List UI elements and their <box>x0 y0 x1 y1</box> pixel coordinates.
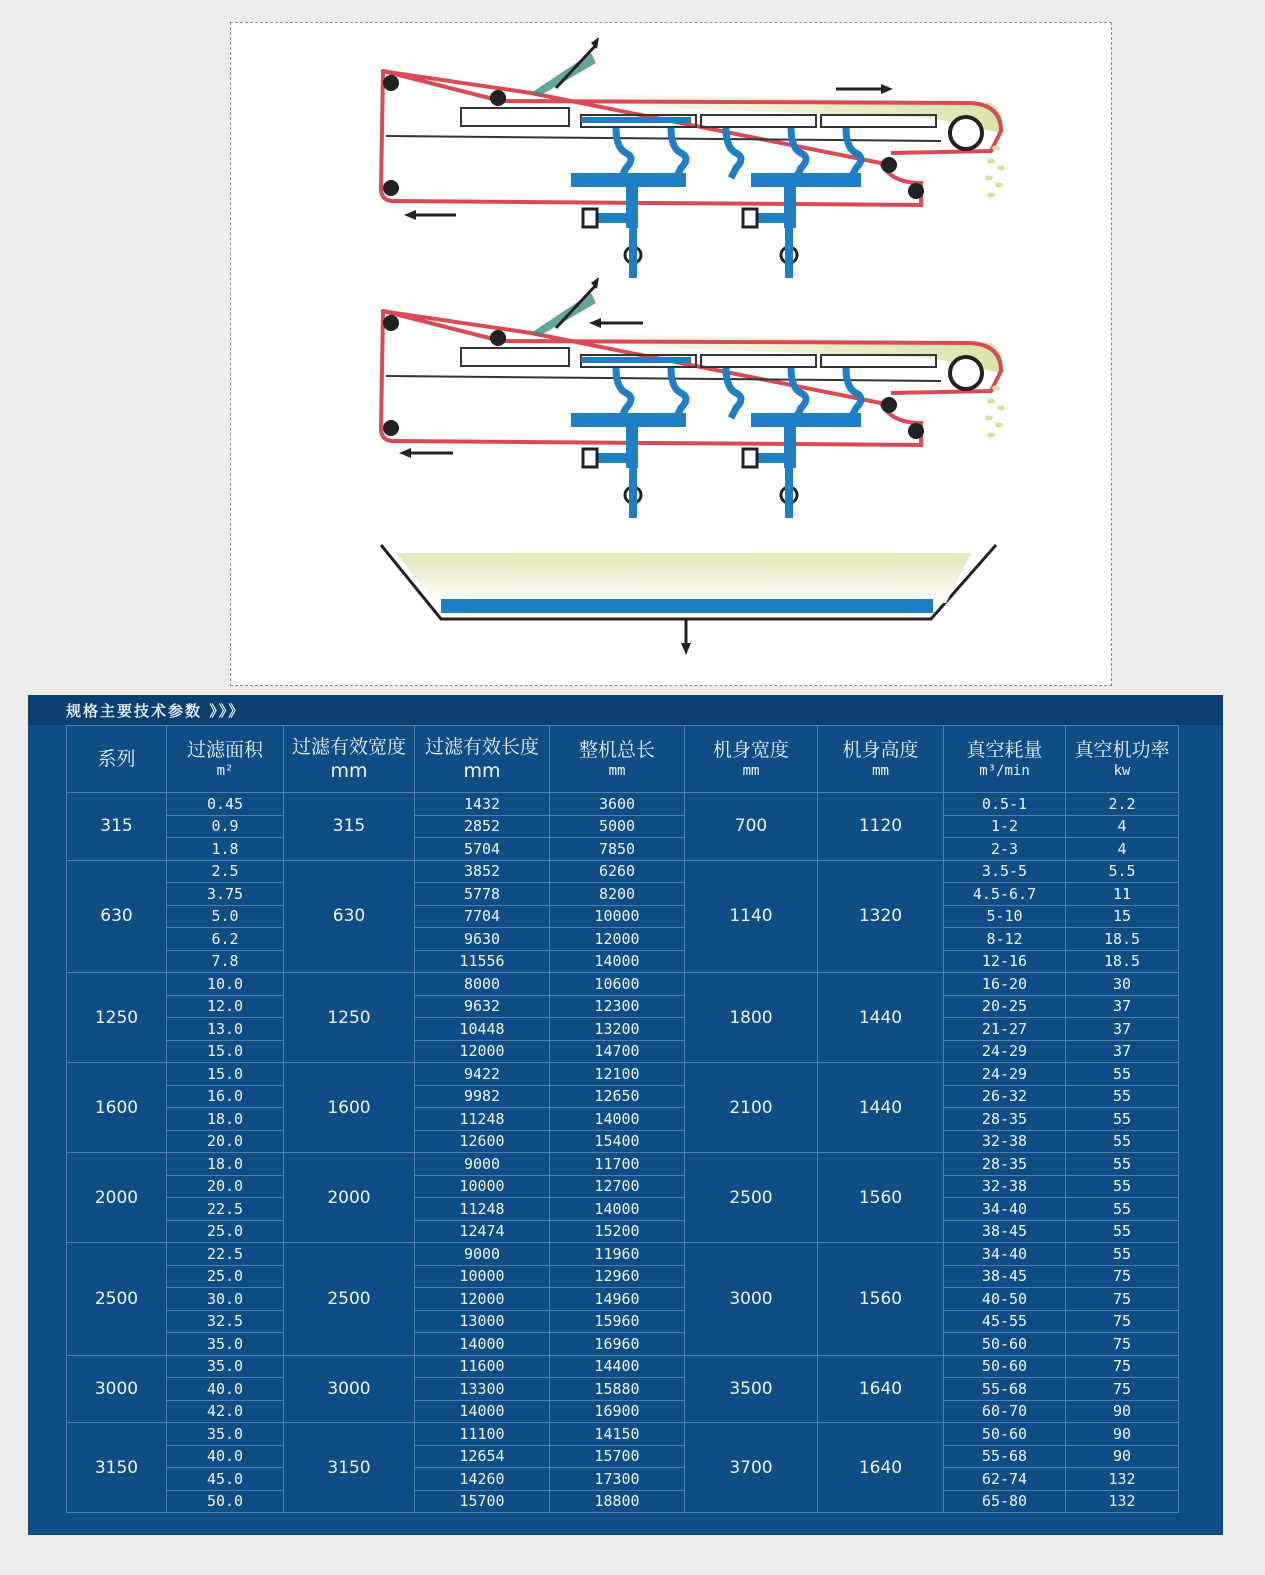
table-row <box>67 1198 1179 1221</box>
filter-area-cell: 5.0 <box>167 905 284 928</box>
body-width-cell: 3000 <box>685 1243 818 1356</box>
total-length-cell: 14400 <box>550 1355 685 1378</box>
total-length-cell: 13200 <box>550 1018 685 1041</box>
filter-width-cell: 2500 <box>284 1243 415 1356</box>
table-header-row <box>67 726 1179 793</box>
vacuum-power-cell: 55 <box>1066 1220 1179 1243</box>
filter-length-cell: 12000 <box>415 1040 550 1063</box>
total-length-cell: 11700 <box>550 1153 685 1176</box>
col-header-vacuum-power: 真空机功率 kw <box>1066 726 1179 793</box>
filter-area-cell: 15.0 <box>167 1040 284 1063</box>
vacuum-power-cell: 75 <box>1066 1288 1179 1311</box>
table-row <box>67 1355 1179 1378</box>
series-cell: 3000 <box>67 1355 167 1423</box>
total-length-cell: 10600 <box>550 973 685 996</box>
table-row <box>67 1063 1179 1086</box>
filter-area-cell: 1.8 <box>167 838 284 861</box>
total-length-cell: 14700 <box>550 1040 685 1063</box>
vacuum-consumption-cell: 26-32 <box>944 1085 1066 1108</box>
body-height-cell: 1320 <box>818 860 944 973</box>
body-width-cell: 2500 <box>685 1153 818 1243</box>
filter-length-cell: 11100 <box>415 1423 550 1446</box>
vacuum-power-cell: 30 <box>1066 973 1179 996</box>
filter-length-cell: 11556 <box>415 950 550 973</box>
vacuum-power-cell: 5.5 <box>1066 860 1179 883</box>
vacuum-power-cell: 2.2 <box>1066 793 1179 816</box>
vacuum-consumption-cell: 5-10 <box>944 905 1066 928</box>
filter-length-cell: 14000 <box>415 1333 550 1356</box>
table-row <box>67 1423 1179 1446</box>
vacuum-power-cell: 75 <box>1066 1310 1179 1333</box>
vacuum-consumption-cell: 1-2 <box>944 815 1066 838</box>
vacuum-consumption-cell: 62-74 <box>944 1468 1066 1491</box>
filter-area-cell: 35.0 <box>167 1333 284 1356</box>
filter-length-cell: 3852 <box>415 860 550 883</box>
filter-area-cell: 13.0 <box>167 1018 284 1041</box>
table-row <box>67 860 1179 883</box>
vacuum-power-cell: 55 <box>1066 1063 1179 1086</box>
vacuum-consumption-cell: 50-60 <box>944 1333 1066 1356</box>
table-row <box>67 950 1179 973</box>
vacuum-power-cell: 75 <box>1066 1355 1179 1378</box>
total-length-cell: 14000 <box>550 950 685 973</box>
filter-length-cell: 15700 <box>415 1490 550 1513</box>
table-row <box>67 1108 1179 1131</box>
filter-area-cell: 25.0 <box>167 1220 284 1243</box>
series-cell: 2500 <box>67 1243 167 1356</box>
filter-width-cell: 3150 <box>284 1423 415 1513</box>
filtrate-tray <box>381 545 996 655</box>
filter-width-cell: 2000 <box>284 1153 415 1243</box>
total-length-cell: 10000 <box>550 905 685 928</box>
spec-table <box>66 725 1179 1513</box>
filter-length-cell: 11248 <box>415 1198 550 1221</box>
filter-length-cell: 9982 <box>415 1085 550 1108</box>
total-length-cell: 15880 <box>550 1378 685 1401</box>
filter-area-cell: 30.0 <box>167 1288 284 1311</box>
total-length-cell: 12960 <box>550 1265 685 1288</box>
vacuum-consumption-cell: 32-38 <box>944 1130 1066 1153</box>
vacuum-power-cell: 90 <box>1066 1445 1179 1468</box>
filter-area-cell: 35.0 <box>167 1423 284 1446</box>
vacuum-power-cell: 55 <box>1066 1085 1179 1108</box>
vacuum-consumption-cell: 16-20 <box>944 973 1066 996</box>
vacuum-power-cell: 18.5 <box>1066 928 1179 951</box>
total-length-cell: 17300 <box>550 1468 685 1491</box>
filter-width-cell: 1600 <box>284 1063 415 1153</box>
total-length-cell: 8200 <box>550 883 685 906</box>
spec-header-bar <box>28 695 1223 725</box>
table-row <box>67 838 1179 861</box>
filter-length-cell: 12654 <box>415 1445 550 1468</box>
filter-length-cell: 7704 <box>415 905 550 928</box>
series-cell: 630 <box>67 860 167 973</box>
filter-length-cell: 12474 <box>415 1220 550 1243</box>
total-length-cell: 15400 <box>550 1130 685 1153</box>
vacuum-power-cell: 132 <box>1066 1468 1179 1491</box>
vacuum-consumption-cell: 34-40 <box>944 1243 1066 1266</box>
filter-length-cell: 9632 <box>415 995 550 1018</box>
body-width-cell: 2100 <box>685 1063 818 1153</box>
col-header-filter-width: 过滤有效宽度mm <box>284 726 415 793</box>
table-row <box>67 1468 1179 1491</box>
filter-area-cell: 22.5 <box>167 1198 284 1221</box>
table-row <box>67 1400 1179 1423</box>
vacuum-consumption-cell: 32-38 <box>944 1175 1066 1198</box>
total-length-cell: 12650 <box>550 1085 685 1108</box>
filter-area-cell: 12.0 <box>167 995 284 1018</box>
table-row <box>67 1310 1179 1333</box>
table-row <box>67 1040 1179 1063</box>
total-length-cell: 3600 <box>550 793 685 816</box>
total-length-cell: 15960 <box>550 1310 685 1333</box>
series-cell: 2000 <box>67 1153 167 1243</box>
filter-diagram-frame <box>230 22 1112 686</box>
vacuum-consumption-cell: 0.5-1 <box>944 793 1066 816</box>
filter-length-cell: 9422 <box>415 1063 550 1086</box>
filter-length-cell: 9000 <box>415 1243 550 1266</box>
total-length-cell: 12300 <box>550 995 685 1018</box>
vacuum-power-cell: 55 <box>1066 1198 1179 1221</box>
table-row <box>67 905 1179 928</box>
total-length-cell: 15200 <box>550 1220 685 1243</box>
vacuum-power-cell: 18.5 <box>1066 950 1179 973</box>
filter-area-cell: 32.5 <box>167 1310 284 1333</box>
filter-area-cell: 10.0 <box>167 973 284 996</box>
vacuum-power-cell: 37 <box>1066 1040 1179 1063</box>
filter-area-cell: 2.5 <box>167 860 284 883</box>
filter-length-cell: 14260 <box>415 1468 550 1491</box>
total-length-cell: 11960 <box>550 1243 685 1266</box>
vacuum-consumption-cell: 40-50 <box>944 1288 1066 1311</box>
filter-length-cell: 5704 <box>415 838 550 861</box>
total-length-cell: 14000 <box>550 1108 685 1131</box>
table-row <box>67 793 1179 816</box>
vacuum-consumption-cell: 38-45 <box>944 1220 1066 1243</box>
filter-length-cell: 10000 <box>415 1175 550 1198</box>
vacuum-power-cell: 90 <box>1066 1423 1179 1446</box>
filter-area-cell: 18.0 <box>167 1153 284 1176</box>
table-row <box>67 1220 1179 1243</box>
vacuum-consumption-cell: 3.5-5 <box>944 860 1066 883</box>
table-row <box>67 1333 1179 1356</box>
filter-length-cell: 2852 <box>415 815 550 838</box>
vacuum-consumption-cell: 28-35 <box>944 1153 1066 1176</box>
filter-area-cell: 3.75 <box>167 883 284 906</box>
table-row <box>67 1153 1179 1176</box>
total-length-cell: 7850 <box>550 838 685 861</box>
body-height-cell: 1640 <box>818 1355 944 1423</box>
filter-area-cell: 20.0 <box>167 1130 284 1153</box>
total-length-cell: 5000 <box>550 815 685 838</box>
vacuum-consumption-cell: 55-68 <box>944 1378 1066 1401</box>
vacuum-consumption-cell: 20-25 <box>944 995 1066 1018</box>
col-header-vacuum-consumption: 真空耗量 m³/min <box>944 726 1066 793</box>
filter-length-cell: 9630 <box>415 928 550 951</box>
body-width-cell: 3500 <box>685 1355 818 1423</box>
table-row <box>67 1130 1179 1153</box>
vacuum-consumption-cell: 12-16 <box>944 950 1066 973</box>
table-row <box>67 1265 1179 1288</box>
filter-area-cell: 22.5 <box>167 1243 284 1266</box>
vacuum-consumption-cell: 2-3 <box>944 838 1066 861</box>
filter-length-cell: 12600 <box>415 1130 550 1153</box>
filter-area-cell: 40.0 <box>167 1445 284 1468</box>
total-length-cell: 16960 <box>550 1333 685 1356</box>
filter-area-cell: 15.0 <box>167 1063 284 1086</box>
total-length-cell: 16900 <box>550 1400 685 1423</box>
filter-length-cell: 8000 <box>415 973 550 996</box>
col-header-filter-length: 过滤有效长度mm <box>415 726 550 793</box>
table-row <box>67 1018 1179 1041</box>
vacuum-power-cell: 37 <box>1066 995 1179 1018</box>
filter-width-cell: 3000 <box>284 1355 415 1423</box>
filter-length-cell: 11600 <box>415 1355 550 1378</box>
filter-length-cell: 10448 <box>415 1018 550 1041</box>
vacuum-power-cell: 90 <box>1066 1400 1179 1423</box>
table-row <box>67 1490 1179 1513</box>
spec-header-title: 规格主要技术参数 》》》 <box>66 702 246 720</box>
table-row <box>67 973 1179 996</box>
vacuum-consumption-cell: 55-68 <box>944 1445 1066 1468</box>
body-width-cell: 1800 <box>685 973 818 1063</box>
filter-length-cell: 13300 <box>415 1378 550 1401</box>
vacuum-power-cell: 55 <box>1066 1175 1179 1198</box>
table-row <box>67 1085 1179 1108</box>
vacuum-power-cell: 4 <box>1066 838 1179 861</box>
vacuum-power-cell: 75 <box>1066 1265 1179 1288</box>
filter-length-cell: 14000 <box>415 1400 550 1423</box>
body-width-cell: 700 <box>685 793 818 861</box>
series-cell: 315 <box>67 793 167 861</box>
series-cell: 1250 <box>67 973 167 1063</box>
body-height-cell: 1440 <box>818 973 944 1063</box>
filter-length-cell: 13000 <box>415 1310 550 1333</box>
vacuum-consumption-cell: 28-35 <box>944 1108 1066 1131</box>
col-header-body-height: 机身高度 mm <box>818 726 944 793</box>
filter-area-cell: 45.0 <box>167 1468 284 1491</box>
body-height-cell: 1560 <box>818 1153 944 1243</box>
col-header-body-width: 机身宽度 mm <box>685 726 818 793</box>
vacuum-power-cell: 11 <box>1066 883 1179 906</box>
filter-unit-top <box>381 37 1005 278</box>
filter-width-cell: 630 <box>284 860 415 973</box>
filter-length-cell: 5778 <box>415 883 550 906</box>
total-length-cell: 14000 <box>550 1198 685 1221</box>
filter-length-cell: 12000 <box>415 1288 550 1311</box>
total-length-cell: 12000 <box>550 928 685 951</box>
total-length-cell: 14960 <box>550 1288 685 1311</box>
col-header-total-length: 整机总长 mm <box>550 726 685 793</box>
vacuum-power-cell: 15 <box>1066 905 1179 928</box>
vacuum-power-cell: 55 <box>1066 1153 1179 1176</box>
table-row <box>67 1243 1179 1266</box>
vacuum-consumption-cell: 34-40 <box>944 1198 1066 1221</box>
spec-panel <box>28 695 1223 1535</box>
filter-area-cell: 0.45 <box>167 793 284 816</box>
vacuum-power-cell: 4 <box>1066 815 1179 838</box>
col-header-filter-area: 过滤面积 m² <box>167 726 284 793</box>
vacuum-power-cell: 55 <box>1066 1130 1179 1153</box>
body-width-cell: 1140 <box>685 860 818 973</box>
filter-area-cell: 25.0 <box>167 1265 284 1288</box>
filter-area-cell: 16.0 <box>167 1085 284 1108</box>
vacuum-consumption-cell: 45-55 <box>944 1310 1066 1333</box>
vacuum-consumption-cell: 65-80 <box>944 1490 1066 1513</box>
vacuum-power-cell: 75 <box>1066 1378 1179 1401</box>
vacuum-power-cell: 132 <box>1066 1490 1179 1513</box>
filter-area-cell: 20.0 <box>167 1175 284 1198</box>
total-length-cell: 6260 <box>550 860 685 883</box>
table-row <box>67 1378 1179 1401</box>
filter-area-cell: 50.0 <box>167 1490 284 1513</box>
table-row <box>67 995 1179 1018</box>
filter-length-cell: 9000 <box>415 1153 550 1176</box>
filter-width-cell: 315 <box>284 793 415 861</box>
vacuum-consumption-cell: 4.5-6.7 <box>944 883 1066 906</box>
body-height-cell: 1120 <box>818 793 944 861</box>
total-length-cell: 14150 <box>550 1423 685 1446</box>
vacuum-consumption-cell: 38-45 <box>944 1265 1066 1288</box>
filter-width-cell: 1250 <box>284 973 415 1063</box>
vacuum-consumption-cell: 24-29 <box>944 1040 1066 1063</box>
vacuum-consumption-cell: 21-27 <box>944 1018 1066 1041</box>
table-row <box>67 928 1179 951</box>
belt-filter-diagram <box>231 23 1111 685</box>
vacuum-power-cell: 75 <box>1066 1333 1179 1356</box>
filter-area-cell: 40.0 <box>167 1378 284 1401</box>
table-row <box>67 1288 1179 1311</box>
filter-area-cell: 6.2 <box>167 928 284 951</box>
down-arrow-icon <box>681 643 691 655</box>
series-cell: 1600 <box>67 1063 167 1153</box>
filter-length-cell: 10000 <box>415 1265 550 1288</box>
series-cell: 3150 <box>67 1423 167 1513</box>
body-width-cell: 3700 <box>685 1423 818 1513</box>
filter-area-cell: 0.9 <box>167 815 284 838</box>
total-length-cell: 15700 <box>550 1445 685 1468</box>
table-row <box>67 1175 1179 1198</box>
vacuum-power-cell: 55 <box>1066 1108 1179 1131</box>
total-length-cell: 12700 <box>550 1175 685 1198</box>
vacuum-consumption-cell: 50-60 <box>944 1355 1066 1378</box>
table-row <box>67 883 1179 906</box>
body-height-cell: 1640 <box>818 1423 944 1513</box>
body-height-cell: 1440 <box>818 1063 944 1153</box>
body-height-cell: 1560 <box>818 1243 944 1356</box>
total-length-cell: 12100 <box>550 1063 685 1086</box>
col-header-series: 系列 <box>67 726 167 793</box>
filter-area-cell: 42.0 <box>167 1400 284 1423</box>
filter-area-cell: 35.0 <box>167 1355 284 1378</box>
vacuum-consumption-cell: 50-60 <box>944 1423 1066 1446</box>
total-length-cell: 18800 <box>550 1490 685 1513</box>
vacuum-consumption-cell: 8-12 <box>944 928 1066 951</box>
filter-unit-bottom <box>381 277 1005 518</box>
vacuum-consumption-cell: 60-70 <box>944 1400 1066 1423</box>
filter-length-cell: 11248 <box>415 1108 550 1131</box>
filter-area-cell: 18.0 <box>167 1108 284 1131</box>
filter-area-cell: 7.8 <box>167 950 284 973</box>
table-row <box>67 815 1179 838</box>
table-row <box>67 1445 1179 1468</box>
vacuum-power-cell: 37 <box>1066 1018 1179 1041</box>
vacuum-consumption-cell: 24-29 <box>944 1063 1066 1086</box>
vacuum-power-cell: 55 <box>1066 1243 1179 1266</box>
filter-length-cell: 1432 <box>415 793 550 816</box>
